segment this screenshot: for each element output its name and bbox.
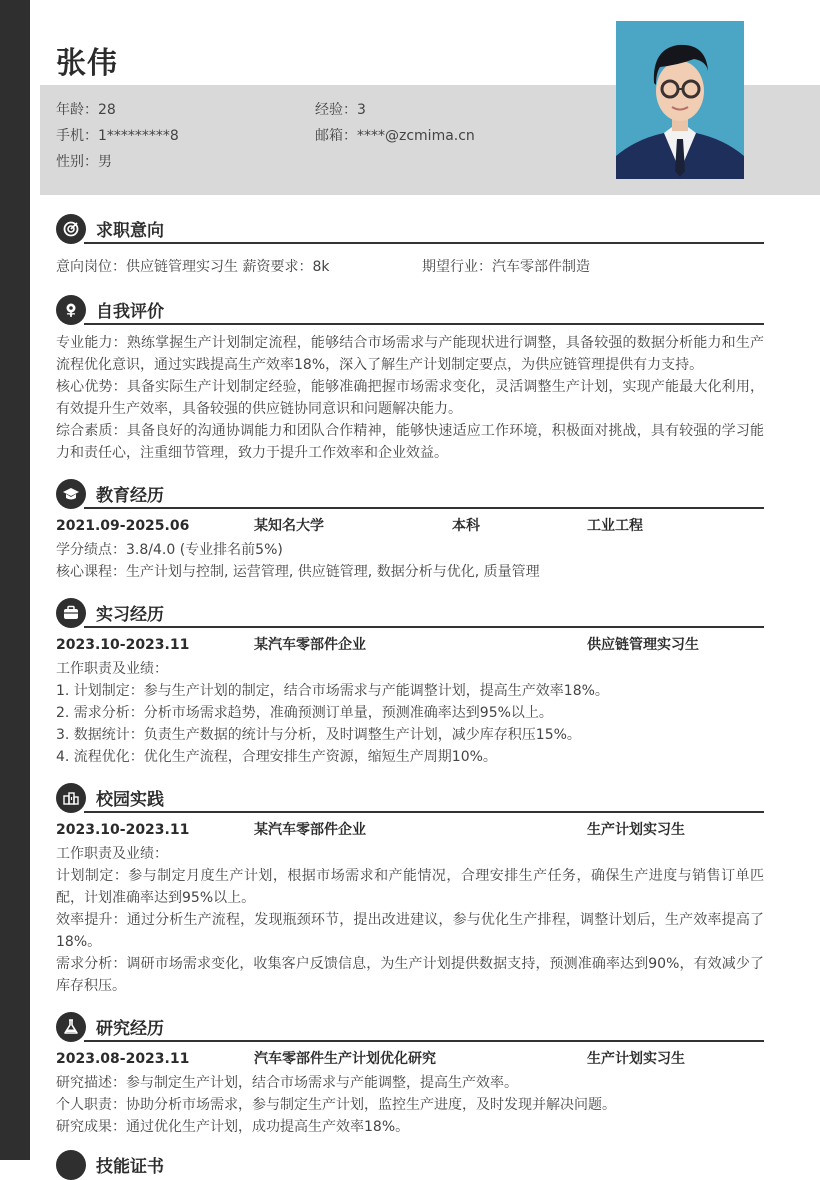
campus-period: 2023.10-2023.11	[56, 822, 190, 838]
duty-line: 计划制定：参与制定月度生产计划，根据市场需求和产能情况，合理安排生产任务，确保生产进度与销售订单匹配，计划准确率达到95%以上。	[56, 868, 764, 906]
school-name: 某知名大学	[254, 518, 324, 534]
candidate-name: 张伟	[56, 46, 118, 81]
section-title: 实习经历	[96, 605, 164, 625]
section-header	[56, 295, 764, 325]
duty-line: 需求分析：调研市场需求变化，收集客户反馈信息，为生产计划提供数据支持，预测准确率达到90%，有效减少了库存积压。	[56, 956, 764, 994]
graduation-cap-icon	[56, 479, 86, 509]
left-decorative-strip	[0, 0, 30, 1160]
job-role: 生产计划实习生	[587, 822, 685, 838]
section-title: 教育经历	[96, 486, 164, 506]
research-entry-header	[56, 1048, 764, 1070]
duty-line: 2. 需求分析：分析市场需求趋势，准确预测订单量，预测准确率达到95%以上。	[56, 705, 553, 721]
certificate-icon	[56, 1150, 86, 1180]
campus-building-icon	[56, 783, 86, 813]
section-header	[56, 1150, 764, 1180]
section-title: 研究经历	[96, 1019, 164, 1039]
email-info: 邮箱：****@zcmima.cn	[315, 128, 475, 144]
campus-entry-header	[56, 819, 764, 841]
internship-period: 2023.10-2023.11	[56, 637, 190, 653]
section-title: 自我评价	[96, 302, 164, 322]
section-header	[56, 598, 764, 628]
section-divider	[84, 811, 764, 813]
section-job-intent	[56, 214, 764, 278]
section-divider	[84, 626, 764, 628]
courses-line: 核心课程：生产计划与控制, 运营管理, 供应链管理, 数据分析与优化, 质量管理	[56, 564, 540, 580]
profile-photo	[616, 21, 744, 179]
research-period: 2023.08-2023.11	[56, 1051, 190, 1067]
section-header	[56, 479, 764, 509]
section-internship	[56, 598, 764, 768]
company-name: 某汽车零部件企业	[254, 637, 366, 653]
duty-line: 1. 计划制定：参与生产计划的制定，结合市场需求与产能调整计划，提高生产效率18%。	[56, 683, 609, 699]
section-title: 求职意向	[96, 221, 164, 241]
duty-line: 工作职责及业绩：	[56, 846, 168, 862]
degree: 本科	[452, 518, 480, 534]
section-header	[56, 1012, 764, 1042]
internship-entry-header	[56, 634, 764, 656]
position-salary: 意向岗位：供应链管理实习生 薪资要求：8k	[56, 259, 330, 275]
section-header	[56, 783, 764, 813]
expected-industry: 期望行业：汽车零部件制造	[422, 259, 590, 275]
target-icon	[56, 214, 86, 244]
briefcase-icon	[56, 598, 86, 628]
section-research	[56, 1012, 764, 1138]
section-header	[56, 214, 764, 244]
section-divider	[84, 1040, 764, 1042]
duty-line: 工作职责及业绩：	[56, 661, 168, 677]
age-info: 年龄：28	[56, 102, 116, 118]
research-line: 研究描述：参与制定生产计划，结合市场需求与产能调整，提高生产效率。	[56, 1075, 518, 1091]
research-line: 研究成果：通过优化生产计划，成功提高生产效率18%。	[56, 1119, 410, 1135]
self-eval-paragraph: 综合素质：具备良好的沟通协调能力和团队合作精神，能够快速适应工作环境，积极面对挑战，具有较强的学习能力和责任心，注重细节管理，致力于提升工作效率和企业效益。	[56, 423, 764, 461]
company-name: 某汽车零部件企业	[254, 822, 366, 838]
job-role: 供应链管理实习生	[587, 637, 699, 653]
experience-info: 经验：3	[315, 102, 366, 118]
phone-info: 手机：1*********8	[56, 128, 179, 144]
self-eval-paragraph: 核心优势：具备实际生产计划制定经验，能够准确把握市场需求变化，灵活调整生产计划，实现产能最大化利用，有效提升生产效率，具备较强的供应链协同意识和问题解决能力。	[56, 379, 764, 417]
portrait-illustration	[616, 21, 744, 179]
duty-line: 3. 数据统计：负责生产数据的统计与分析，及时调整生产计划，减少库存积压15%。	[56, 727, 581, 743]
job-role: 生产计划实习生	[587, 1051, 685, 1067]
section-next-cutoff	[56, 1150, 764, 1180]
gender-info: 性别：男	[56, 154, 112, 170]
major: 工业工程	[587, 518, 643, 534]
section-divider	[84, 507, 764, 509]
self-eval-paragraph: 专业能力：熟练掌握生产计划制定流程，能够结合市场需求与产能现状进行调整，具备较强的数据分析能力和生产流程优化意识，通过实践提高生产效率18%，深入了解生产计划制定要点，为供应链管理提供有力支持。	[56, 335, 764, 373]
duty-line: 效率提升：通过分析生产流程，发现瓶颈环节，提出改进建议，参与优化生产排程，调整计划后，生产效率提高了18%。	[56, 912, 764, 950]
section-self-evaluation	[56, 295, 764, 464]
section-title: 校园实践	[96, 790, 164, 810]
education-period: 2021.09-2025.06	[56, 518, 190, 534]
intent-row	[56, 256, 764, 278]
duty-line: 4. 流程优化：优化生产流程，合理安排生产资源，缩短生产周期10%。	[56, 749, 497, 765]
education-entry-header	[56, 515, 764, 537]
section-campus-practice	[56, 783, 764, 997]
section-divider	[84, 323, 764, 325]
research-line: 个人职责：协助分析市场需求，参与制定生产计划，监控生产进度，及时发现并解决问题。	[56, 1097, 616, 1113]
flower-icon	[56, 295, 86, 325]
project-name: 汽车零部件生产计划优化研究	[254, 1051, 436, 1067]
flask-icon	[56, 1012, 86, 1042]
gpa-line: 学分绩点：3.8/4.0 (专业排名前5%)	[56, 542, 283, 558]
section-title: 技能证书	[96, 1157, 164, 1177]
section-education	[56, 479, 764, 583]
section-divider	[84, 242, 764, 244]
